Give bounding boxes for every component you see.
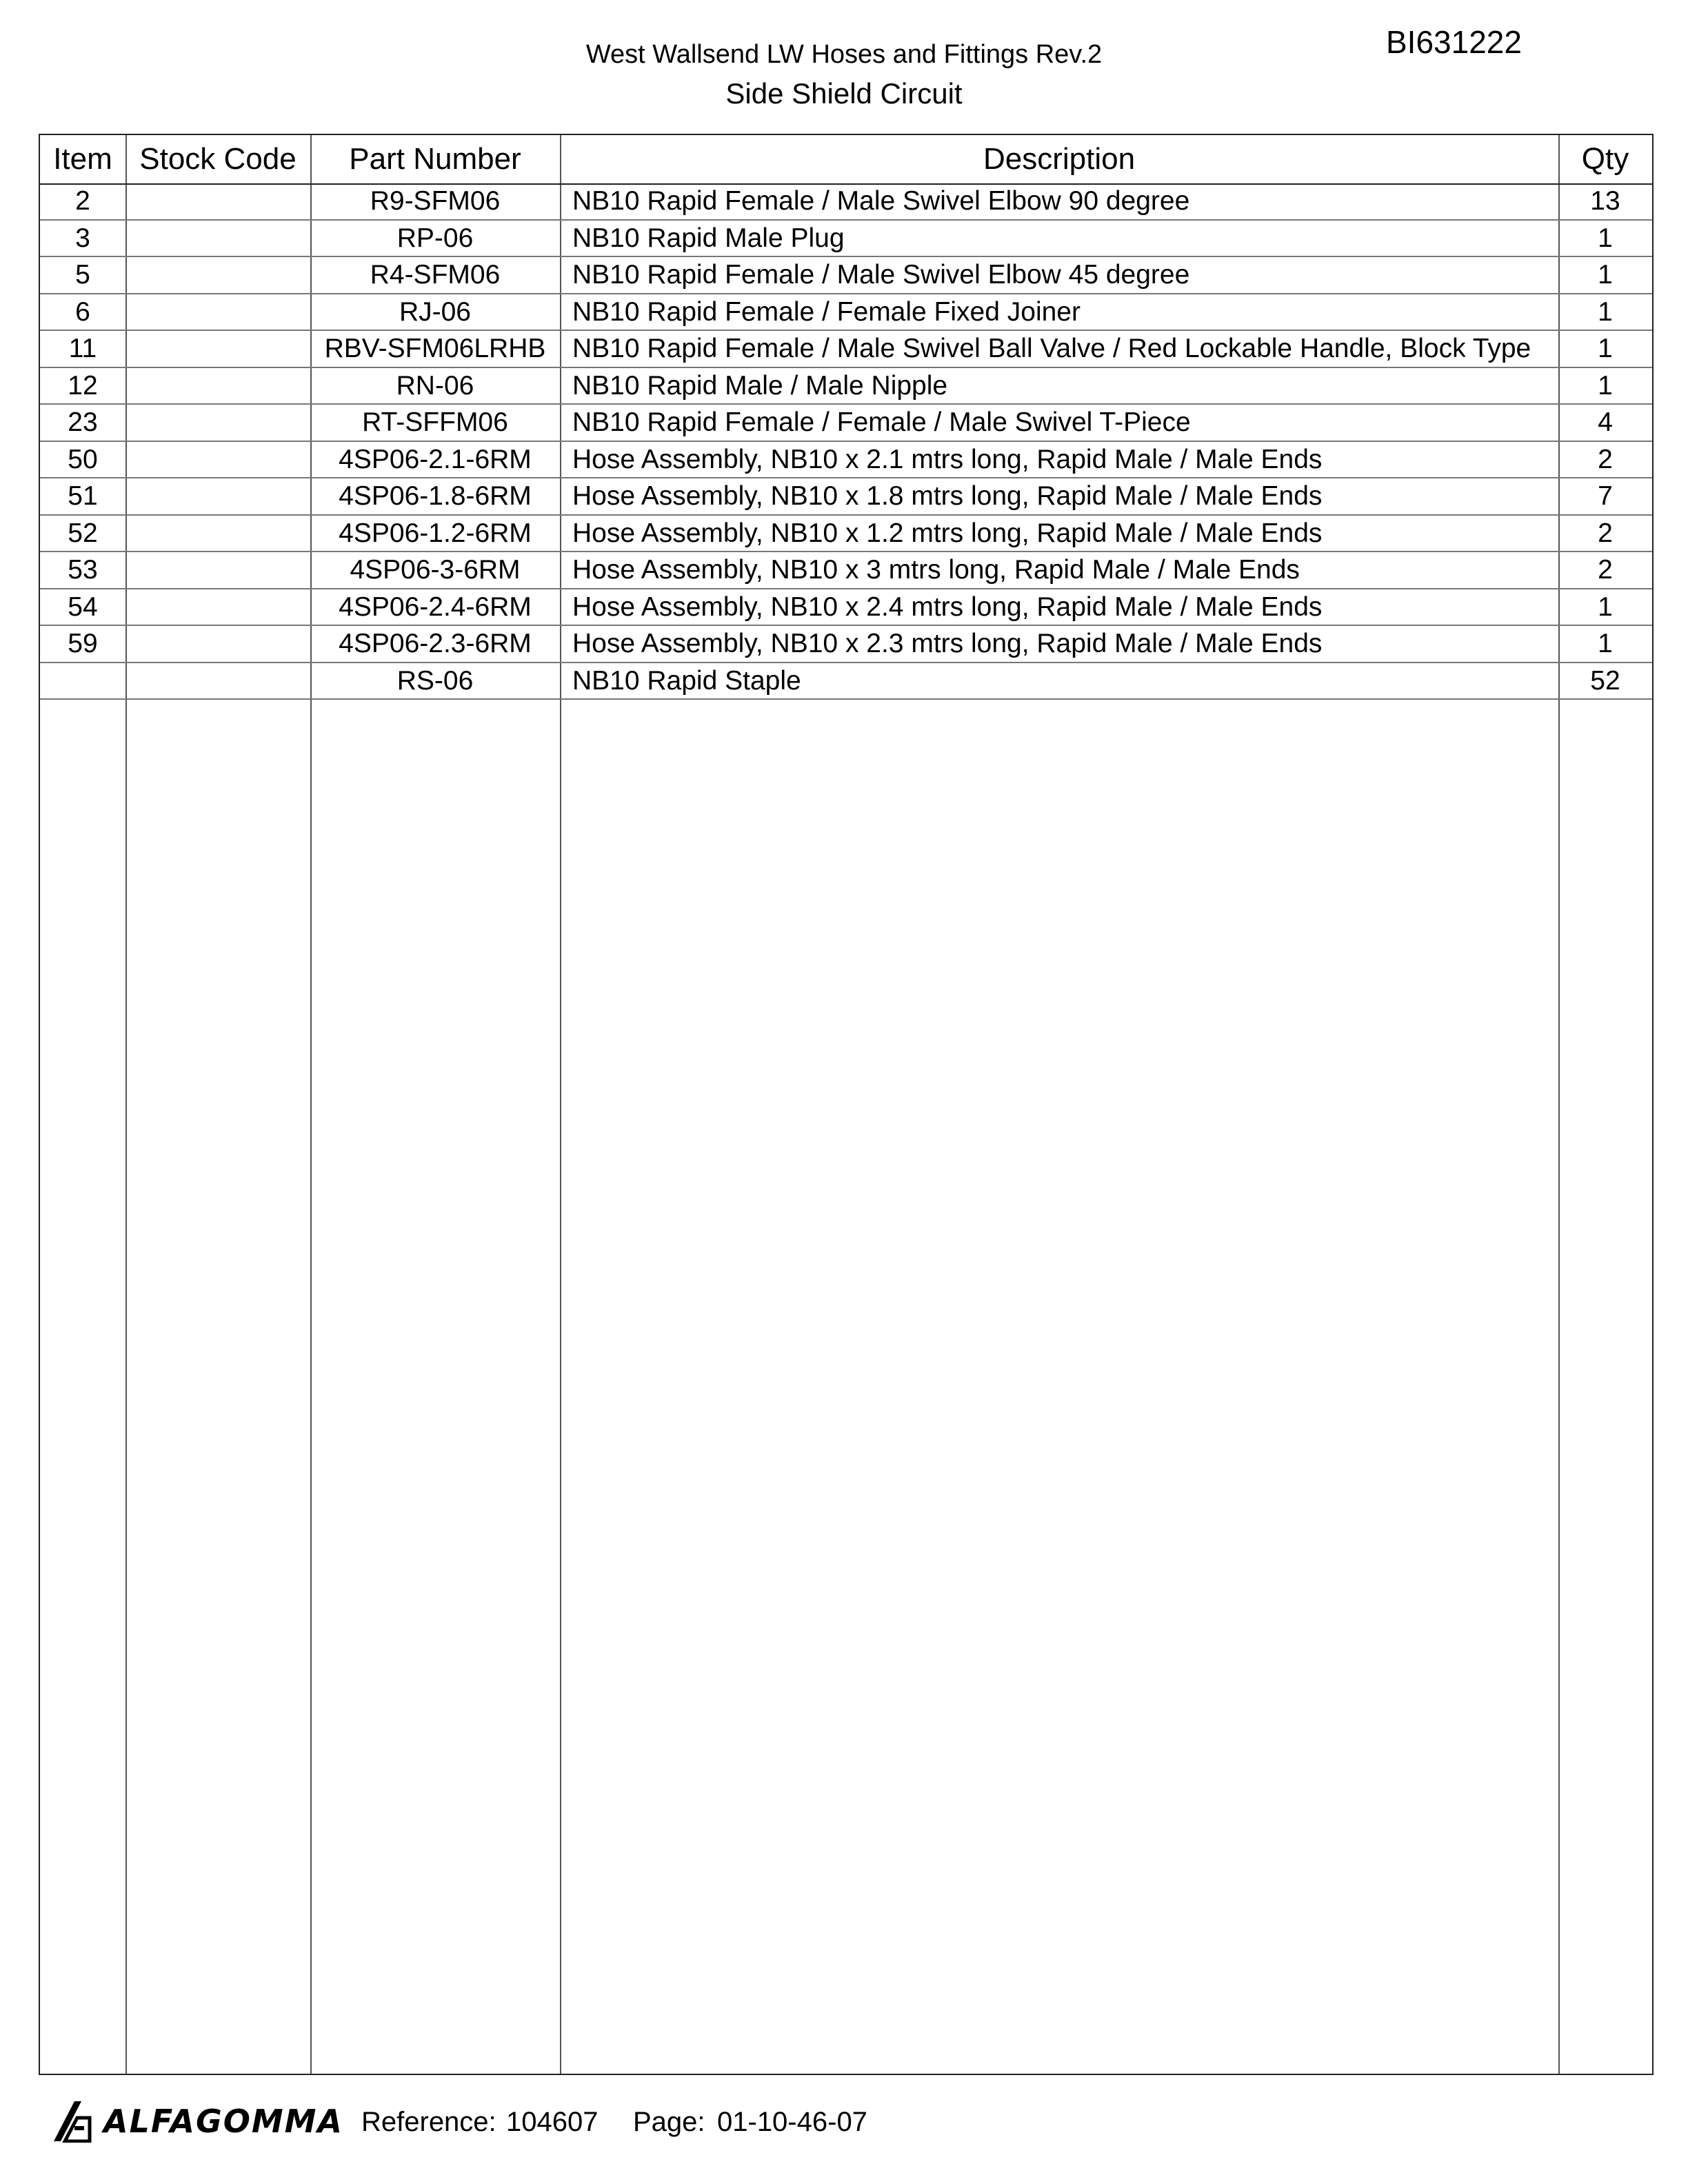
cell-qty: 1 xyxy=(1598,334,1613,363)
cell-item xyxy=(40,663,125,698)
cell-part-number: RT-SFFM06 xyxy=(362,407,508,437)
header-description: Description xyxy=(983,142,1136,176)
cell-qty: 2 xyxy=(1598,518,1613,548)
cell-description: Hose Assembly, NB10 x 3 mtrs long, Rapid Male / Male Ends xyxy=(572,555,1300,585)
cell-item: 11 xyxy=(68,334,97,363)
cell-stock-code xyxy=(125,626,310,661)
logo-mark-icon xyxy=(51,2099,92,2143)
table-row xyxy=(40,626,1652,663)
cell-part-number: RP-06 xyxy=(396,223,474,253)
table-row xyxy=(40,331,1652,368)
cell-part-number: R9-SFM06 xyxy=(370,186,501,216)
cell-description: Hose Assembly, NB10 x 2.4 mtrs long, Rapid Male / Male Ends xyxy=(572,592,1323,622)
cell-stock-code xyxy=(125,663,310,698)
table-row xyxy=(40,221,1652,258)
header-stock-code: Stock Code xyxy=(139,142,297,176)
cell-qty: 1 xyxy=(1598,296,1613,327)
table-row xyxy=(40,478,1652,516)
cell-description: NB10 Rapid Male / Male Nipple xyxy=(572,370,948,401)
cell-description: NB10 Rapid Female / Male Swivel Elbow 45 degree xyxy=(572,260,1190,290)
header-item: Item xyxy=(53,142,112,176)
page-label: Page: xyxy=(633,2107,705,2137)
cell-description: NB10 Rapid Female / Male Swivel Ball Valve / Red Lockable Handle, Block Type xyxy=(572,334,1531,363)
cell-qty: 13 xyxy=(1590,186,1620,216)
table-header xyxy=(40,135,1652,185)
cell-stock-code xyxy=(125,516,310,551)
cell-qty: 1 xyxy=(1598,370,1613,401)
header-part-number: Part Number xyxy=(349,142,521,176)
cell-item: 51 xyxy=(68,481,98,511)
cell-item: 50 xyxy=(68,444,98,474)
cell-stock-code xyxy=(125,221,310,256)
table-row xyxy=(40,663,1652,700)
cell-part-number: 4SP06-1.8-6RM xyxy=(339,481,532,511)
cell-item: 6 xyxy=(75,296,90,327)
table-row xyxy=(40,552,1652,589)
cell-stock-code xyxy=(125,589,310,625)
cell-description: NB10 Rapid Female / Female / Male Swivel T-Piece xyxy=(572,407,1191,437)
alfagomma-logo xyxy=(51,2094,344,2147)
table-body xyxy=(40,183,1652,700)
page-value: 01-10-46-07 xyxy=(717,2107,867,2137)
parts-table xyxy=(39,134,1654,2075)
cell-qty: 2 xyxy=(1598,444,1613,474)
cell-part-number: 4SP06-2.3-6RM xyxy=(339,629,532,658)
table-row xyxy=(40,257,1652,294)
table-row xyxy=(40,183,1652,221)
cell-item: 52 xyxy=(68,518,98,548)
cell-stock-code xyxy=(125,257,310,292)
document-title: West Wallsend LW Hoses and Fittings Rev.2 xyxy=(585,40,1103,69)
cell-item: 12 xyxy=(68,370,98,401)
cell-item: 5 xyxy=(75,260,90,290)
cell-part-number: RJ-06 xyxy=(399,296,472,327)
cell-qty: 52 xyxy=(1590,665,1620,696)
cell-description: NB10 Rapid Female / Female Fixed Joiner xyxy=(572,296,1081,327)
cell-part-number: 4SP06-2.4-6RM xyxy=(339,592,532,622)
cell-qty: 1 xyxy=(1598,260,1613,290)
cell-stock-code xyxy=(125,331,310,366)
cell-stock-code xyxy=(125,442,310,477)
reference-value: 104607 xyxy=(506,2107,599,2137)
cell-stock-code xyxy=(125,183,310,219)
cell-qty: 2 xyxy=(1598,555,1613,585)
cell-description: Hose Assembly, NB10 x 2.3 mtrs long, Rapid Male / Male Ends xyxy=(572,629,1323,658)
cell-stock-code xyxy=(125,405,310,440)
cell-description: NB10 Rapid Staple xyxy=(572,665,801,696)
cell-part-number: 4SP06-1.2-6RM xyxy=(339,518,532,548)
cell-part-number: 4SP06-3-6RM xyxy=(350,555,521,585)
page-footer xyxy=(51,2093,1637,2148)
cell-description: NB10 Rapid Female / Male Swivel Elbow 90 degree xyxy=(572,186,1190,216)
document-id: BI631222 xyxy=(1386,24,1522,60)
cell-qty: 4 xyxy=(1598,407,1613,437)
cell-part-number: RN-06 xyxy=(396,370,474,401)
logo-text: ALFAGOMMA xyxy=(103,2103,344,2140)
cell-item: 59 xyxy=(68,629,98,658)
cell-item: 54 xyxy=(68,592,98,622)
cell-stock-code xyxy=(125,368,310,403)
cell-description: Hose Assembly, NB10 x 1.2 mtrs long, Rapid Male / Male Ends xyxy=(572,518,1323,548)
cell-part-number: RBV-SFM06LRHB xyxy=(324,334,546,363)
cell-part-number: RS-06 xyxy=(396,665,474,696)
cell-part-number: R4-SFM06 xyxy=(370,260,501,290)
table-row xyxy=(40,368,1652,405)
cell-stock-code xyxy=(125,552,310,587)
cell-description: NB10 Rapid Male Plug xyxy=(572,223,845,253)
cell-stock-code xyxy=(125,478,310,514)
cell-item: 23 xyxy=(68,407,98,437)
cell-qty: 1 xyxy=(1598,223,1613,253)
table-row xyxy=(40,589,1652,627)
table-row xyxy=(40,442,1652,479)
cell-description: Hose Assembly, NB10 x 1.8 mtrs long, Rapid Male / Male Ends xyxy=(572,481,1323,511)
cell-qty: 7 xyxy=(1598,481,1613,511)
table-row xyxy=(40,516,1652,553)
table-row xyxy=(40,294,1652,332)
cell-item: 53 xyxy=(68,555,98,585)
table-row xyxy=(40,405,1652,442)
cell-item: 2 xyxy=(75,186,90,216)
reference-label: Reference: xyxy=(361,2107,496,2137)
cell-part-number: 4SP06-2.1-6RM xyxy=(339,444,532,474)
cell-description: Hose Assembly, NB10 x 2.1 mtrs long, Rapid Male / Male Ends xyxy=(572,444,1323,474)
cell-qty: 1 xyxy=(1598,592,1613,622)
cell-stock-code xyxy=(125,294,310,330)
cell-item: 3 xyxy=(75,223,90,253)
document-subtitle: Side Shield Circuit xyxy=(725,77,963,110)
header-qty: Qty xyxy=(1581,142,1629,176)
cell-qty: 1 xyxy=(1598,629,1613,658)
